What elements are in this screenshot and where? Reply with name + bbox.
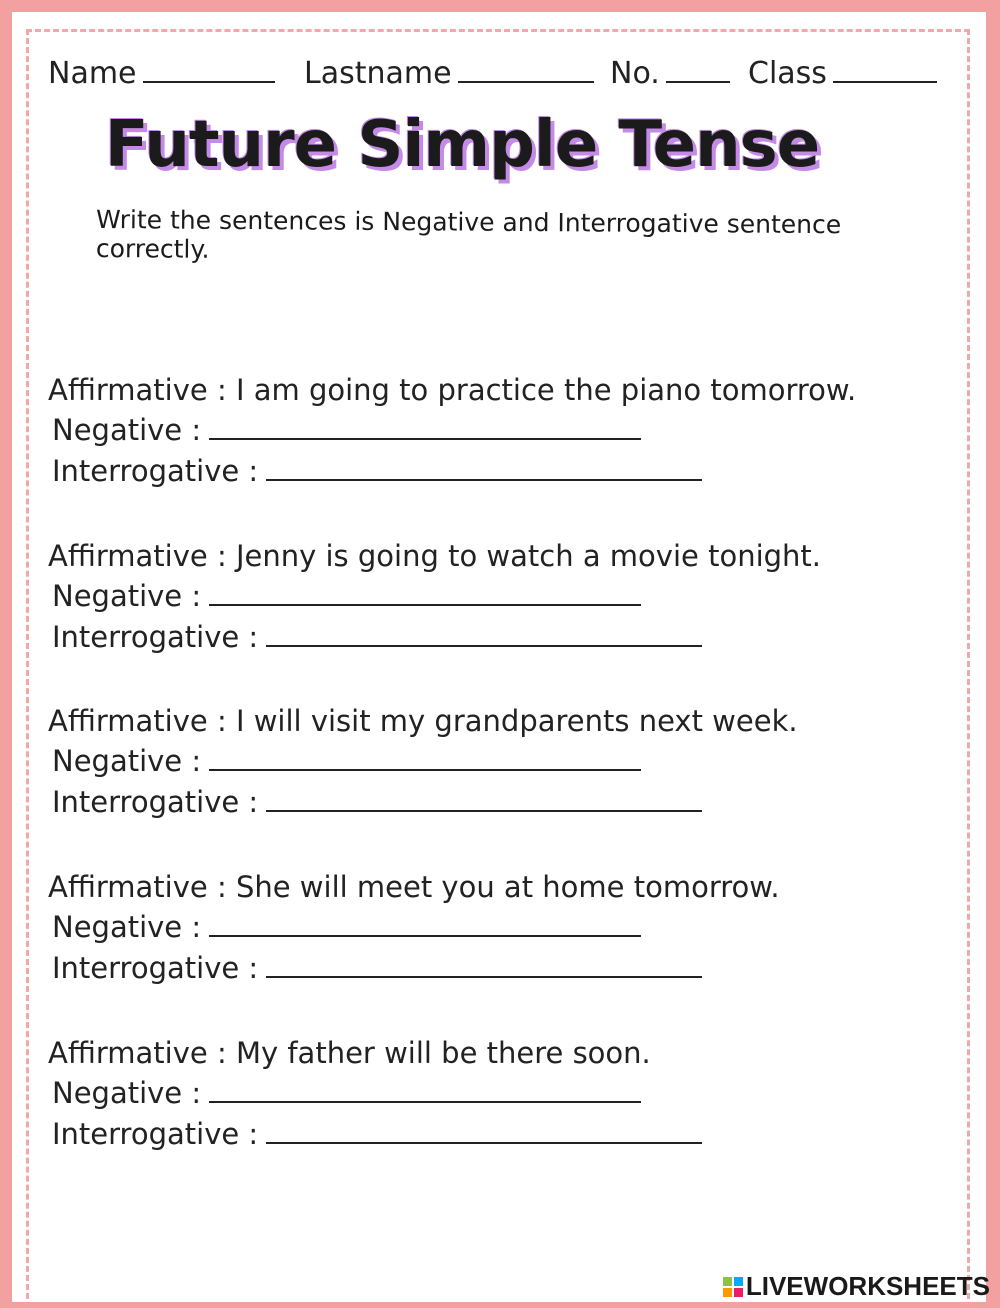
page-title: Future Simple Tense <box>104 108 820 182</box>
interrogative-row <box>52 782 948 823</box>
interrogative-answer-line[interactable] <box>266 617 702 647</box>
interrogative-label: Interrogative : <box>52 620 259 654</box>
logo-block <box>723 1288 732 1297</box>
negative-answer-line[interactable] <box>209 741 641 771</box>
affirmative-sentence: Affirmative : Jenny is going to watch a movie tonight. <box>48 539 822 573</box>
watermark-text: LIVEWORKSHEETS <box>745 1271 990 1301</box>
liveworksheets-watermark[interactable] <box>723 1271 990 1302</box>
number-label: No. <box>610 56 660 91</box>
lastname-field <box>304 56 594 91</box>
negative-label: Negative : <box>52 744 202 778</box>
exercise-5 <box>48 1033 948 1155</box>
logo-block <box>723 1277 732 1286</box>
interrogative-answer-line[interactable] <box>266 782 702 812</box>
negative-row <box>52 410 948 451</box>
interrogative-answer-line[interactable] <box>266 451 702 481</box>
interrogative-row <box>52 948 948 989</box>
liveworksheets-logo-icon <box>723 1277 743 1297</box>
negative-answer-line[interactable] <box>209 907 641 937</box>
logo-block <box>734 1277 743 1286</box>
interrogative-label: Interrogative : <box>52 1117 259 1151</box>
interrogative-row <box>52 617 948 658</box>
lastname-label: Lastname <box>304 56 452 91</box>
interrogative-row <box>52 451 948 492</box>
number-field <box>610 56 730 91</box>
interrogative-label: Interrogative : <box>52 785 259 819</box>
negative-answer-line[interactable] <box>209 410 641 440</box>
name-label: Name <box>48 56 137 91</box>
interrogative-label: Interrogative : <box>52 951 259 985</box>
interrogative-answer-line[interactable] <box>266 1114 702 1144</box>
exercise-2 <box>48 536 948 658</box>
negative-label: Negative : <box>52 579 202 613</box>
header-row <box>48 56 948 96</box>
negative-label: Negative : <box>52 910 202 944</box>
affirmative-sentence: Affirmative : My father will be there soon. <box>48 1036 651 1070</box>
exercise-3 <box>48 701 948 823</box>
negative-row <box>52 576 948 617</box>
negative-answer-line[interactable] <box>209 1073 641 1103</box>
exercise-4 <box>48 867 948 989</box>
negative-label: Negative : <box>52 413 202 447</box>
negative-answer-line[interactable] <box>209 576 641 606</box>
negative-row <box>52 1073 948 1114</box>
affirmative-sentence: Affirmative : She will meet you at home tomorrow. <box>48 870 780 904</box>
number-input-line[interactable] <box>666 57 730 83</box>
worksheet <box>12 12 986 1302</box>
affirmative-sentence: Affirmative : I will visit my grandparents next week. <box>48 704 798 738</box>
name-field <box>48 56 275 91</box>
instruction-text: Write the sentences is Negative and Interrogative sentence correctly. <box>95 204 842 264</box>
lastname-input-line[interactable] <box>458 57 594 83</box>
exercise-1 <box>48 370 948 492</box>
interrogative-label: Interrogative : <box>52 454 259 488</box>
interrogative-row <box>52 1114 948 1155</box>
class-label: Class <box>748 56 827 91</box>
negative-row <box>52 741 948 782</box>
negative-label: Negative : <box>52 1076 202 1110</box>
affirmative-sentence: Affirmative : I am going to practice the piano tomorrow. <box>48 373 857 407</box>
name-input-line[interactable] <box>143 57 275 83</box>
class-input-line[interactable] <box>833 57 937 83</box>
negative-row <box>52 907 948 948</box>
class-field <box>748 56 937 91</box>
logo-block <box>734 1288 743 1297</box>
interrogative-answer-line[interactable] <box>266 948 702 978</box>
